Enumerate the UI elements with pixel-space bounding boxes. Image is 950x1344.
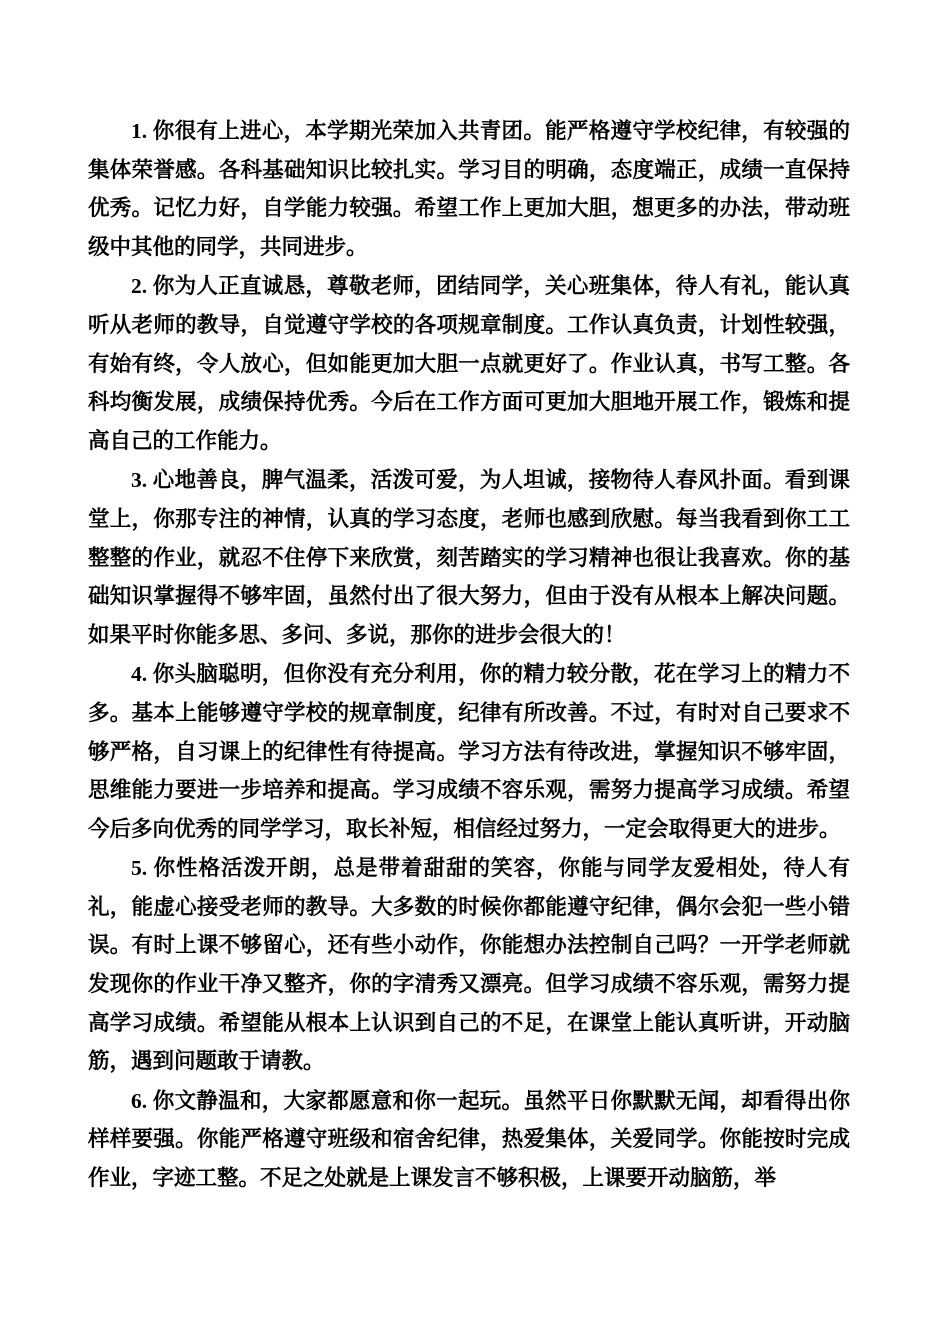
paragraph-text: 你文静温和，大家都愿意和你一起玩。虽然平日你默默无闻，却看得出你样样要强。你能严格遵守班级和宿舍纪律，热爱集体，关爱同学。你能按时完成作业，字迹工整。不足之处就是上课发言不够积极，上课要开动脑筋，举 <box>88 1088 850 1192</box>
comment-paragraph-6 <box>88 1082 850 1199</box>
paragraph-text: 你头脑聪明，但你没有充分利用，你的精力较分散，花在学习上的精力不多。基本上能够遵守学校的规章制度，纪律有所改善。不过，有时对自己要求不够严格，自习课上的纪律性有待提高。学习方法有待改进，掌握知识不够牢固，思维能力要进一步培养和提高。学习成绩不容乐观，需努力提高学习成绩。希望今后多向优秀的同学学习，取长补短，相信经过努力，一定会取得更大的进步。 <box>88 662 850 842</box>
comment-paragraph-1 <box>88 112 850 267</box>
paragraph-text: 你性格活泼开朗，总是带着甜甜的笑容，你能与同学友爱相处，待人有礼，能虚心接受老师的教导。大多数的时候你都能遵守纪律，偶尔会犯一些小错误。有时上课不够留心，还有些小动作，你能想办法控制自己吗？一开学老师就发现你的作业干净又整齐，你的字清秀又漂亮。但学习成绩不容乐观，需努力提高学习成绩。希望能从根本上认识到自己的不足，在课堂上能认真听讲，开动脑筋，遇到问题敢于请教。 <box>88 856 850 1075</box>
comment-paragraph-5 <box>88 849 850 1082</box>
paragraph-text: 心地善良，脾气温柔，活泼可爱，为人坦诚，接物待人春风扑面。看到课堂上，你那专注的神情，认真的学习态度，老师也感到欣慰。每当我看到你工工整整的作业，就忍不住停下来欣赏，刻苦踏实的学习精神也很让我喜欢。你的基础知识掌握得不够牢固，虽然付出了很大努力，但由于没有从根本上解决问题。如果平时你能多思、多问、多说，那你的进步会很大的！ <box>88 468 850 648</box>
paragraph-number: 5. <box>131 856 154 881</box>
paragraph-text: 你为人正直诚恳，尊敬老师，团结同学，关心班集体，待人有礼，能认真听从老师的教导，自觉遵守学校的各项规章制度。工作认真负责，计划性较强，有始有终，令人放心，但如能更加大胆一点就更好了。作业认真，书写工整。各科均衡发展，成绩保持优秀。今后在工作方面可更加大胆地开展工作，锻炼和提高自己的工作能力。 <box>88 274 850 454</box>
paragraph-number: 3. <box>131 468 153 493</box>
paragraph-number: 4. <box>131 662 153 687</box>
document-body <box>88 112 850 1199</box>
paragraph-number: 6. <box>131 1088 153 1113</box>
paragraph-number: 2. <box>131 274 153 299</box>
paragraph-text: 你很有上进心，本学期光荣加入共青团。能严格遵守学校纪律，有较强的集体荣誉感。各科基础知识比较扎实。学习目的明确，态度端正，成绩一直保持优秀。记忆力好，自学能力较强。希望工作上更加大胆，想更多的办法，带动班级中其他的同学，共同进步。 <box>88 119 850 260</box>
comment-paragraph-2 <box>88 267 850 461</box>
comment-paragraph-4 <box>88 655 850 849</box>
comment-paragraph-3 <box>88 461 850 655</box>
paragraph-number: 1. <box>131 119 153 143</box>
